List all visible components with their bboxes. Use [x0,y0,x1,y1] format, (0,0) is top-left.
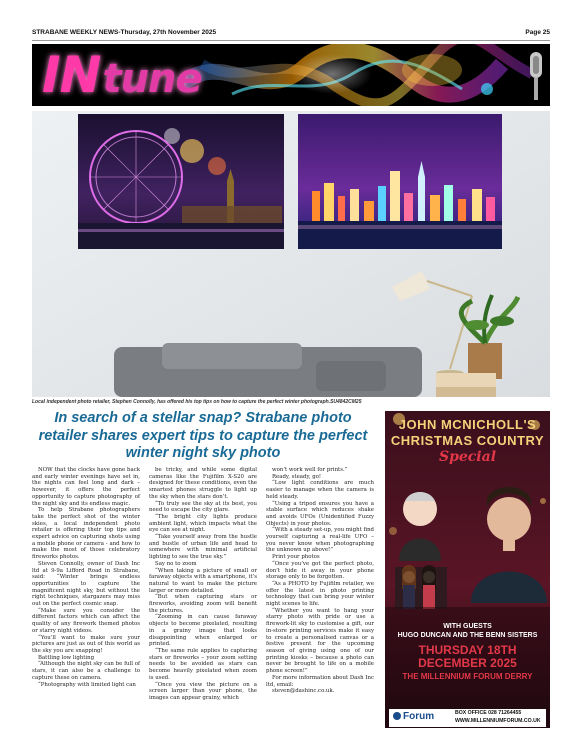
grey-sofa [114,343,422,397]
new-york-skyline-canvas [298,114,502,249]
masthead-logo-tune: tune [102,56,202,102]
article-column-1 [32,467,140,688]
paragraph: “Low light conditions are much easier to manage when the camera is held steady. [266,480,374,500]
paragraph: “Whether you want to hang your starry photo with pride or use a firework-lit sky to customise a gift, our in-store printing services make it easy to create a personalised canvas or a festive present for the upcoming season of giving using one of our printing kiosks – because a photo can never be brought to life on a mobile phone screen!” [266,607,374,675]
subheading: Print your photos [272,554,320,561]
paragraph: won’t work well for prints.” [272,467,348,473]
website-url: WWW.MILLENNIUMFORUM.CO.UK [455,718,541,724]
feature-photo [32,111,550,397]
paragraph: “Make sure you consider the different factors which can affect the quality of any firework themed photos or starry night videos. [32,607,140,634]
paragraph: “As a PHOTO by Fujifilm retailer, we offer the latest in photo printing technology that can bring your winter night scenes to life. [266,580,374,608]
london-eye-canvas [78,114,284,249]
ad-title-line-3: Special [438,449,497,465]
subheading: Ready, steady, go! [272,473,322,480]
benn-sisters-photo [395,565,447,609]
paragraph: “To truly see the sky at its best, you need to escape the city glare. [149,500,257,514]
paragraph: Steven Connolly, owner of Dash Inc ltd at 9-9a Lifford Road in Strabane, said: “Winter brings endless opportunities to capture the magnificent night sky, but without the right techniques, stargazers may miss out on the perfect cosmic snap. [32,560,140,608]
paragraph: “With a steady set-up, you might find yourself capturing a real-life UFO – you never know when photographing the unknown up above!” [266,527,374,554]
ad-title-line-2: CHRISTMAS COUNTRY [390,433,545,448]
paragraph: For more information about Dash Inc ltd, email: [266,674,374,688]
paragraph: “Although the night sky can be full of stars, it can also be a challenge to capture these on camera. [32,661,140,681]
box-office-number: BOX OFFICE 028 71264455 [455,710,522,716]
ad-title-line-1: JOHN MCNICHOLL'S [398,417,537,432]
paragraph: “The same rule applies to capturing stars or fireworks – your zoom setting needs to be avoided as stars can become heavily pixelated when zoom is used. [149,647,257,681]
publication-date-line: STRABANE WEEKLY NEWS-Thursday, 27th November 2025 [32,29,217,36]
paragraph: “You’ll want to make sure your pictures are just as out of this world as the sky you are snapping! [32,634,140,654]
paragraph: “Once you’ve got the perfect photo, don’t hide it away in your phone storage only to be forgotten. [266,560,374,581]
ad-guests: HUGO DUNCAN AND THE BENN SISTERS [397,632,538,639]
forum-logo [403,711,434,722]
ad-venue: THE MILLENNIUM FORUM DERRY [402,672,533,681]
masthead-logo-in: IN [42,46,101,104]
subheading: Say no to zoom [155,560,197,567]
paragraph: “Zooming in can cause faraway objects to become pixelated, resulting in a grainy image that looks disappointing when enlarged or printed. [149,614,257,648]
forum-logo-text: Forum [403,711,435,722]
paragraph: “When taking a picture of small or faraway objects with a smartphone, it’s natural to want to make the picture larger or more detailed. [149,567,257,594]
paragraph: “Once you view the picture on a screen larger than your phone, the images can appear grainy, which [149,681,257,701]
paragraph: be tricky, and while some digital cameras like the Fujifilm X-S20 are designed for these conditions, even the smartest phones struggle to light up the sky when the stars don’t. [149,467,257,500]
paragraph: NOW that the clocks have gone back and early winter evenings have set in, the nights can feel long and dark – however, it offers the perfect opportunity to capture photography of the night sky and its endless magic. [32,467,140,507]
article-column-3 [266,467,374,695]
paragraph: “Take yourself away from the hustle and bustle of urban life and head to somewhere with minimal artificial lighting to see the true sky.” [149,534,257,561]
ad-event-date: THURSDAY 18TH DECEMBER 2025 [418,643,517,670]
paragraph: “Using a tripod ensures you have a stable surface which reduces shake and avoids UFOs (Unidentified Fuzzy Objects) in your photos. [266,500,374,527]
page-number: Page 25 [525,29,550,36]
living-room-with-canvas-prints [32,111,550,397]
ad-with-guests: WITH GUESTS [443,623,492,630]
concert-advertisement [385,411,550,728]
paragraph: “The bright city lights produce ambient light, which impacts what the eye can see at night. [149,513,257,534]
subheading: Battling low lighting [38,654,95,661]
email-address: steven@dashinc.co.uk. [272,688,335,695]
paragraph: To help Strabane photographers take the perfect shot of the winter skies, a local independent photo retailer is offering their top tips and expert advice on capturing shots using a mobile phone or camera - and how to make the most of those celebratory fireworks photos. [32,507,140,561]
page-header [32,26,550,41]
intune-masthead [32,44,550,106]
article-column-2 [149,467,257,702]
masthead-logo [42,48,202,102]
paragraph: “Photography with limited light can [38,681,136,688]
photo-caption: Local independent photo retailer, Stephen Connolly, has offered his top tips on how to capture the perfect winter photograph.SU4842CM25 [32,399,362,405]
paragraph: “But when capturing stars or fireworks, avoiding zoom will benefit the pictures. [149,594,257,614]
article-headline: In search of a stellar snap? Strabane photo retailer shares expert tips to capture the perfect winter night sky photo [38,410,368,461]
